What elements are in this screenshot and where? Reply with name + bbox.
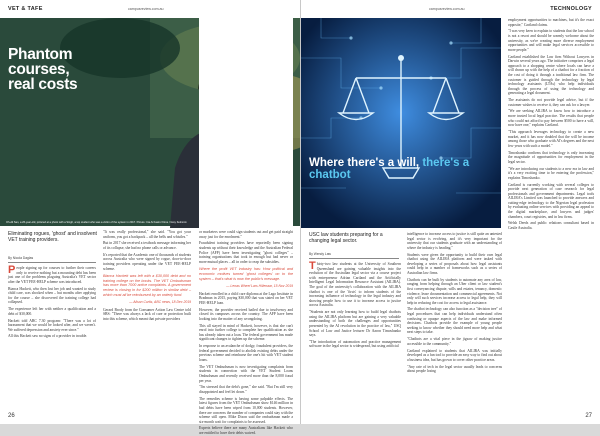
paragraph: This all stayed in mind of Hackett, however, is that she can't enrol into further college to complete her qualification as she has already taken out a loan. The federal government has made significant changes to tighten up the scheme.	[199, 323, 293, 342]
byline-rule	[309, 258, 399, 259]
paragraph: The experience left her with neither a qualification and a debt of $30,000.	[8, 307, 96, 316]
paragraph: intelligence to increase access to justice is still quite an untested legal sector is evolving, and it's very important for the university that our students graduate with an understanding of where the industry is heading."	[407, 232, 502, 250]
running-url: campusreview.com.au	[128, 7, 164, 11]
paragraph: "We are introducing our students to a new era in law and it's a very exciting time to be entering the profession," explains Timoshanko.	[508, 166, 594, 180]
headline-line-3: real costs	[8, 76, 78, 93]
paragraph: The chatbot technology can also function as a "decision tree" of legal procedures that can help individuals understand often confusing or opaque aspects of the law and make informed decisions. Chatbots provide the example of young people seeking to know whether they should need more help and what next steps to take.	[407, 307, 502, 335]
photo-caption: Oh-Ali San, a 26-year-old, pictured at a photo with a Singh, a top student who was a victim of the system in 2017. Picture: Cia Ai Kasim/ Kime / Grey Kelmmix	[6, 221, 187, 224]
byline-rule	[8, 262, 96, 263]
paragraph: In response to an avalanche of dodgy, fraudulent providers, the federal government decided to abolish existing debts under the previous scheme and reimburse the one's hit with VET student loans.	[199, 344, 293, 362]
article-column-2	[103, 230, 191, 412]
paragraph: All this Hackett saw no signs of a provider in trouble.	[8, 334, 88, 339]
paragraph: However, the provider received bailed due to insolvency and closed its campuses across the country. The AFP have been looking into the matter of any wrongdoing.	[199, 307, 293, 321]
paragraph: "I was very keen to explain to students that the law school is not a resort and should be warmly welcome about the university, as we're creating more diverse employment opportunities and will make legal services accessible to more people."	[508, 29, 594, 52]
paragraph: Timoshanko confirms that technology is only increasing the magnitude of opportunities for employment in the legal sector.	[508, 150, 594, 164]
paragraph: Bianca Hackett, who then lost her job and wanted to study child care, was shocked when – but months after applying for the course – she discovered the training college had collapsed.	[8, 286, 96, 305]
paragraph: Cartland established the Law firm Without Lawyers in Darwin several years ago. The initiative comprises a legal approach to a shopping centre where locals can have a will drawn up with the help of a chatbot for a fraction of the cost of doing it through a traditional law firm. The customer is guided through the technology by legal technology assistants (LTAs) who help individuals through the process of using the technology and generating a legal document.	[508, 54, 594, 96]
headline	[8, 47, 77, 92]
paragraph: Cartland is currently working with several colleges to provide next generation of case research for legal professionals and government departments. Legal tools AILIRA's Limited was launched to provide answers and cutting-edge technology to the Nigerian legal profession by evaluating online services with providing an appeal to the digital marketplace, and lawyers and judges' chambers, court registries, and in law firms.	[508, 182, 594, 219]
running-url: campusreview.com.au	[429, 7, 465, 11]
page-number: 27	[585, 413, 592, 419]
paragraph: employment opportunities to machines, but it's the exact opposite," Cartland claims.	[508, 18, 594, 27]
paragraph: Gerard Brody from the Consumer Action Law Centre told SBS: "There was always a lack of care or protection built into this scheme, which meant that private providers	[103, 307, 191, 321]
paragraph: Fraudulent training providers have reportedly been signing students up without their knowledge and the Australian Federal Police (AFP) have been investigating "ghost colleges" – training organisations that took in enough but had never or more mutual places – all in order to reap the subsidies.	[199, 241, 293, 264]
headline-line-2: courses,	[8, 61, 70, 78]
pull-quote-attribution: — Alison Curtis, ABC news, 18 Dec 2019	[129, 300, 191, 305]
paragraph: The assistants do not provide legal advice, but if the customer wishes to receive it, they can ask for a lawyer.	[508, 98, 594, 107]
paragraph: "I'm stressed that the debt's gone," she said. "But I'm still very disappointed and feel let down."	[199, 385, 293, 394]
byline: By Nicola Daglas	[8, 256, 34, 260]
pull-quote: Bianca Hackett was left with a $30,000 debt and no training college on the books. The VET Ombudsman has more than 7000 active complaints. A government review is closing in for $200 million in similar debt – which must all be reimbursed by an orderly fund.	[103, 274, 191, 297]
article-column-1	[8, 266, 96, 412]
paragraph: Hackett enrolled in a child care diploma at the Lago Institute in Bradman in 2015, paying $30,000 that was stated on her VET FEE-HELP loan.	[199, 291, 293, 305]
paragraph: People signing up for courses to further their careers only to receive nothing but a mounting debt has been just one of the problems plaguing Australia's VET sector after the VET FEE-HELP scheme was introduced.	[8, 264, 96, 284]
hero-photo	[301, 18, 501, 228]
paragraph: Chatbots can be built by students to automate any area of law, ranging from helping through an Uber client or law student's first conveyancing dispute, wills and estates, tenancy, domestic violence, lease documentation and commercial agreements. Not only will such services increase access to legal help, they will help in reducing the cost for access to legal assistance.	[407, 277, 502, 305]
deck: Eliminating rogues, 'ghost' and insolvent VET training providers.	[8, 231, 97, 243]
paragraph: Thirty-two law students at the University of Southern Queensland are gaining valuable insights into the evolution of the Australian legal sector via a course project with entrepreneur Adrian Cartland and the Artificially Intelligent Legal Information Resource Assistant (AILIRA). The goal of the university's collaboration with the AILIRA chatbot is one of the 'firsts' to inform students of the increasing influence of technology in the legal industry and showing people how to use it to increase access to justice across Australia.	[309, 260, 401, 308]
pull-quote: Where the profit VET industry has: How political and economic motives turned 'ghost colleges' on to the system – that's what is now the public's message.	[199, 267, 293, 281]
byline: By Wendy Law	[309, 252, 331, 256]
paragraph: Cartland explained to students that AILIRA was initially developed as a fun tool to provide an easy way to find out about a business idea, but has grown to cover other practice areas.	[407, 348, 502, 362]
headline-accent: there's a chatbot	[309, 157, 470, 181]
deck: USC law students preparing for a changing legal sector.	[309, 232, 383, 244]
article-column-2	[407, 232, 502, 412]
headline-line-1: Phantom	[8, 46, 73, 63]
paragraph: The VET Ombudsman is now investigating complaints from students in connection with the VET Student Loans Ombudsman and recently received more than the 8,000 fraud per year.	[199, 364, 293, 383]
paragraph: Welsh Deeds and public relations consultant based in Castle Australia.	[508, 221, 594, 231]
paragraph: "We are seeking AILIRA to know how to introduce a more trusted local legal practice. The results that people who could not afford to pay between $500 to have a will, now have one," explains Cartland.	[508, 109, 594, 128]
headline-main: Where there's a will,	[309, 157, 423, 169]
paragraph: It's reported that the Academic one of thousands of students across Australia who were signed by rogue, door-to-door training providers operating under the VET FEE-HELP scheme.	[103, 252, 192, 271]
headline	[309, 158, 494, 181]
paragraph: But in 2017 she received a textbook message informing her of its collapse, she had no phone calls or advance.	[103, 241, 191, 250]
page-number: 26	[8, 413, 15, 419]
paragraph: The remedies scheme is having some palpable effects. The latest figures from the VET Ombudsman show $146 million in bad debts have been wiped from 10,000 students. However, there are concerns the number of companies could stay with the scheme still open. Mike Dixon said the ombudsman made a six-month wait for complaints to be assessed.	[199, 396, 293, 424]
paragraph: or marketers were could sign students out and get paid straight away just for the enrolment."	[199, 230, 293, 239]
column-photo-spacer	[199, 18, 293, 221]
paragraph: Students were given the opportunity to build their own legal chatbot using the AILIRA platform and were tasked with developing a series of proposals about how legal assistants could help in a number of frameworks such as a series of Australian law firms.	[407, 252, 502, 275]
paragraph: "It was really professional," she said. "You got your uniform, you got a backpack – all the bells and whistles."	[103, 230, 191, 239]
paragraph: Hackett told ABC 7.30 program: "There was a lot of harassment that we would be looked after, and we weren't. We suffered depression and anxiety ever since."	[8, 318, 96, 332]
section-label: VET & TAFE	[8, 6, 43, 12]
paragraph: "Any rate of tech in the legal sector usually leads to concerns about people losing	[407, 364, 502, 374]
article-column-1	[309, 262, 401, 412]
circuit-scales-illustration	[301, 18, 501, 228]
paragraph: "The introduction of automation and practice management software in the legal sector is widespread, but using artificial	[309, 339, 401, 349]
pull-quote-attribution: — Lenas Wheel Lars Hillenaar, 15 Nov 2019	[226, 284, 293, 289]
article-column-3	[508, 18, 594, 412]
paragraph: Experts believe there are many Australians like Hackett who are entitled to have their debts waived.	[199, 426, 293, 436]
paragraph: "This approach leverages technology to create a new market, and it has now doubled that the will be income among those who graduate with AI's degrees and the next few years with such a model."	[508, 130, 594, 148]
paragraph: "Chatbots are a vital piece in the jigsaw of making justice accessible to the community."	[407, 337, 502, 346]
section-label: TECHNOLOGY	[550, 6, 592, 12]
right-page	[300, 0, 600, 424]
paragraph: "Students are not only learning how to build legal chatbots using the AILIRA platform but are gaining a very valuable understanding of both the challenges and opportunities presented by the AI revolution in the practice of law," USQ School of Law and Justice lecturer Dr Aaron Timoshanko says.	[309, 310, 401, 338]
article-column-3-body	[199, 230, 293, 436]
